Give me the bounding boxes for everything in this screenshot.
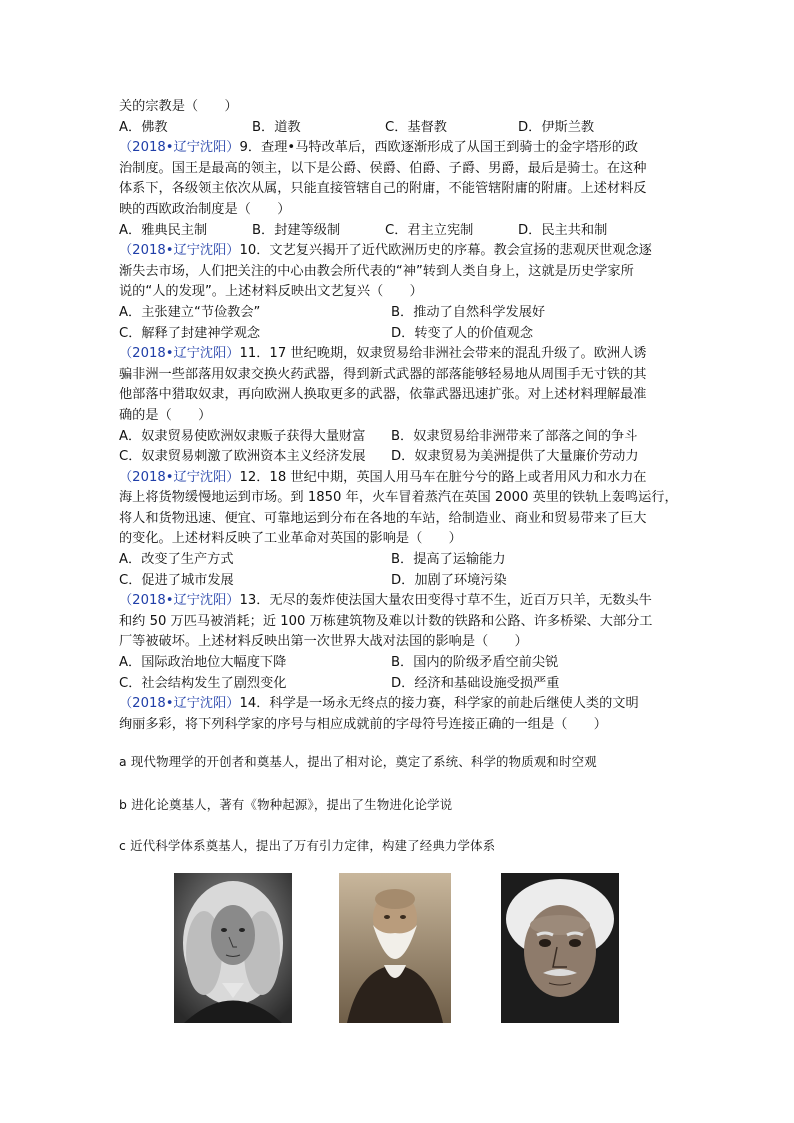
q11-option-b[interactable]: B．奴隶贸易给非洲带来了部落之间的争斗 [391, 428, 638, 444]
q9-option-d[interactable]: D．民主共和制 [518, 222, 608, 238]
q12-option-b[interactable]: B．提高了运输能力 [391, 552, 506, 568]
q13-option-b[interactable]: B．国内的阶级矛盾空前尖锐 [391, 655, 559, 671]
q11-option-d[interactable]: D．奴隶贸易为美洲提供了大量廉价劳动力 [391, 449, 639, 465]
q8-option-b[interactable]: B．道教 [252, 119, 301, 135]
q13-stem-line-3: 厂等被破坏。上述材料反映出第一次世界大战对法国的影响是（ ） [119, 634, 528, 650]
q10-option-a[interactable]: A．主张建立“节俭教会” [119, 304, 261, 320]
q10-options-row-2 [119, 324, 679, 345]
q14-source: （2018•辽宁沈阳） [119, 696, 240, 712]
q13-options-row-1 [119, 653, 679, 674]
q9-stem-line-1: （2018•辽宁沈阳）9．查理•马特改革后，西欧逐渐形成了从国王到骑士的金字塔形的政 [119, 140, 639, 156]
q9-stem-line-4: 映的西欧政治制度是（ ） [119, 201, 291, 217]
q11-option-c[interactable]: C．奴隶贸易刺激了欧洲资本主义经济发展 [119, 449, 366, 465]
q13-source: （2018•辽宁沈阳） [119, 593, 240, 609]
q12-stem-line-2: 海上将货物缓慢地运到市场。到 1850 年，火车冒着蒸汽在英国 2000 英里的铁轨上轰鸣运行， [119, 490, 678, 506]
q13-stem-line-2: 和约 50 万匹马被消耗；近 100 万栋建筑物及难以计数的铁路和公路、许多桥梁、大部分工 [119, 613, 653, 629]
q9-option-a[interactable]: A．雅典民主制 [119, 222, 208, 238]
q12-option-c[interactable]: C．促进了城市发展 [119, 572, 234, 588]
q12-option-d[interactable]: D．加剧了环境污染 [391, 572, 507, 588]
q12-options-row-1 [119, 550, 679, 571]
q11-source: （2018•辽宁沈阳） [119, 346, 240, 362]
q10-stem-line-2: 渐失去市场，人们把关注的中心由教会所代表的“神”转到人类自身上，这就是历史学家所 [119, 263, 634, 279]
q9-stem-line-2: 治制度。国王是最高的领主，以下是公爵、侯爵、伯爵、子爵、男爵，最后是骑士。在这种 [119, 160, 647, 176]
q14-stem-line-1: （2018•辽宁沈阳）14．科学是一场永无终点的接力赛，科学家的前赴后继使人类的文明 [119, 696, 639, 712]
q14-description-a: a 现代物理学的开创者和奠基人，提出了相对论，奠定了系统、科学的物质观和时空观 [119, 754, 597, 769]
q14-description-b: b 进化论奠基人，著有《物种起源》，提出了生物进化论学说 [119, 797, 453, 812]
q9-option-b[interactable]: B．封建等级制 [252, 222, 341, 238]
q12-stem-line-1: （2018•辽宁沈阳）12．18 世纪中期，英国人用马车在脏兮兮的路上或者用风力和水力在 [119, 469, 647, 485]
q9-option-c[interactable]: C．君主立宪制 [385, 222, 474, 238]
q12-option-a[interactable]: A．改变了生产方式 [119, 552, 234, 568]
q13-option-a[interactable]: A．国际政治地位大幅度下降 [119, 655, 287, 671]
q10-option-c[interactable]: C．解释了封建神学观念 [119, 325, 261, 341]
q10-option-b[interactable]: B．推动了自然科学发展好 [391, 304, 546, 320]
q11-stem-line-2: 骗非洲一些部落用奴隶交换火药武器，得到新式武器的部落能够轻易地从周围手无寸铁的其 [119, 366, 647, 382]
q10-option-d[interactable]: D．转变了人的价值观念 [391, 325, 534, 341]
q8-stem-tail: 关的宗教是（ ） [119, 99, 238, 114]
q12-source: （2018•辽宁沈阳） [119, 469, 240, 485]
q13-options-row-2 [119, 674, 679, 695]
q9-options [119, 221, 679, 242]
q12-stem-line-4: 的变化。上述材料反映了工业革命对英国的影响是（ ） [119, 531, 462, 547]
q12-options-row-2 [119, 571, 679, 592]
q8-option-a[interactable]: A．佛教 [119, 119, 168, 135]
q12-stem-line-3: 将人和货物迅速、便宜、可靠地运到分布在各地的车站，给制造业、商业和贸易带来了巨大 [119, 510, 647, 526]
q13-stem-line-1: （2018•辽宁沈阳）13．无尽的轰炸使法国大量农田变得寸草不生，近百万只羊，无数头牛 [119, 593, 652, 609]
q8-option-d[interactable]: D．伊斯兰教 [518, 119, 595, 135]
q11-stem-line-3: 他部落中猎取奴隶，再向欧洲人换取更多的武器，依靠武器迅速扩张。对上述材料理解最准 [119, 387, 647, 403]
q9-stem-line-3: 体系下，各级领主依次从属，只能直接管辖自己的附庸，不能管辖附庸的附庸。上述材料反 [119, 181, 647, 197]
q10-stem-line-1: （2018•辽宁沈阳）10．文艺复兴揭开了近代欧洲历史的序幕。教会宣扬的悲观厌世观念逐 [119, 243, 652, 259]
q11-option-a[interactable]: A．奴隶贸易使欧洲奴隶贩子获得大量财富 [119, 428, 366, 444]
portrait-1-image [174, 873, 292, 1023]
q11-options-row-2 [119, 447, 679, 468]
q14-description-c: c 近代科学体系奠基人，提出了万有引力定律，构建了经典力学体系 [119, 838, 496, 853]
portrait-3-image [501, 873, 619, 1023]
q9-source: （2018•辽宁沈阳） [119, 140, 240, 156]
q13-option-d[interactable]: D．经济和基础设施受损严重 [391, 675, 560, 691]
exam-page [119, 97, 679, 735]
q10-options-row-1 [119, 303, 679, 324]
q11-options-row-1 [119, 427, 679, 448]
q13-option-c[interactable]: C．社会结构发生了剧烈变化 [119, 675, 287, 691]
q11-stem-line-1: （2018•辽宁沈阳）11．17 世纪晚期，奴隶贸易给非洲社会带来的混乱升级了。欧洲人诱 [119, 346, 647, 362]
q11-stem-line-4: 确的是（ ） [119, 407, 212, 423]
q10-source: （2018•辽宁沈阳） [119, 243, 240, 259]
q8-options [119, 118, 679, 139]
q14-stem-line-2: 绚丽多彩，将下列科学家的序号与相应成就前的字母符号连接正确的一组是（ ） [119, 716, 607, 732]
q8-option-c[interactable]: C．基督教 [385, 119, 447, 135]
q10-stem-line-3: 说的“人的发现”。上述材料反映出文艺复兴（ ） [119, 284, 423, 300]
portrait-2-image [339, 873, 451, 1023]
